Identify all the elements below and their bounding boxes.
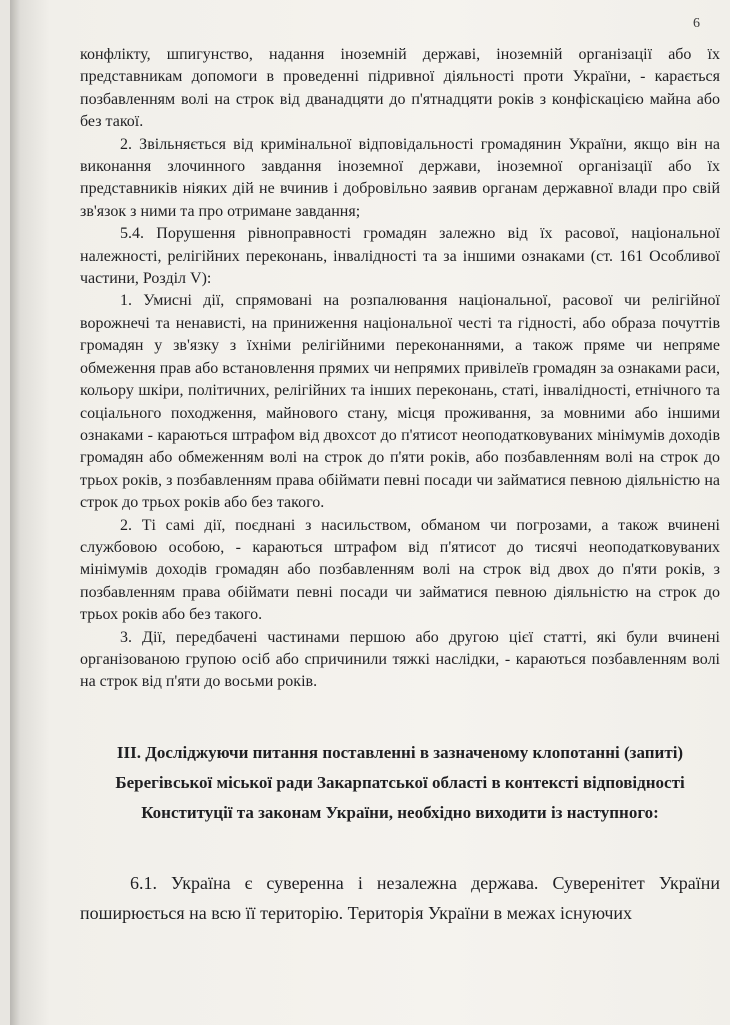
paragraph-part-1: 1. Умисні дії, спрямовані на розпалювання національної, расової чи релігійної ворожнечі та ненависті, на приниження національної честі та гідності, або образа почуттів громадян у зв'язку з їхніми релігійними переконаннями, а також пряме чи непряме обмеження прав або встановлення прямих чи непрямих привілеїв громадян за ознаками раси, кольору шкіри, політичних, релігійних та інших переконань, статі, інвалідності, етнічного та соціального походження, майнового стану, місця проживання, за мовними або іншими ознаками - караються штрафом від двохсот до п'ятисот неоподатковуваних мінімумів доходів громадян або обмеженням волі на строк до п'яти років, або позбавленням волі на строк до трьох років, з позбавленням права обіймати певні посади чи займатися певною діяльністю на строк до трьох років або без такого. — [80, 292, 720, 512]
binding-shadow — [10, 0, 20, 1025]
paragraph-part-2: 2. Ті самі дії, поєднані з насильством, обманом чи погрозами, а також вчинені службовою особою, - караються штрафом від п'ятисот до тисячі неоподатковуваних мінімумів доходів громадян або позбавленням волі на строк від двох до п'яти років, з позбавленням права обіймати певні посади чи займатися певною діяльністю на строк до трьох років або без такого. — [80, 516, 720, 624]
section-heading: III. Досліджуючи питання поставленні в зазначеному клопотанні (запиті) Берегівської міської ради Закарпатської області в контексті відповідності Конституції та законам України, необхідно виходити із наступного: — [115, 742, 685, 822]
paragraph-continuation: конфлікту, шпигунство, надання іноземній державі, іноземній організації або їх представникам допомоги в проведенні підривної діяльності проти України, - карається позбавленням волі на строк від дванадцяти до п'ятнадцяти років з конфіскацією майна або без такої. — [80, 46, 720, 131]
document-page — [10, 0, 730, 1025]
paragraph-6-1: 6.1. Україна є суверенна і незалежна держава. Суверенітет України поширюється на всю її територію. Територія України в межах існуючих — [80, 872, 720, 923]
paragraph-exemption: 2. Звільняється від кримінальної відповідальності громадянин України, якщо він на виконання злочинного завдання іноземної держави, іноземної організації або їх представників ніяких дій не вчинив і добровільно заявив органам державної влади про свій зв'язок з ними та про отримане завдання; — [80, 135, 720, 220]
paragraph-section-5-4: 5.4. Порушення рівноправності громадян залежно від їх расової, національної належності, релігійних переконань, інвалідності та за іншими ознаками (ст. 161 Особливої частини, Розділ V): — [80, 225, 720, 288]
page-number: 6 — [693, 16, 700, 31]
document-body — [80, 44, 720, 928]
paragraph-part-3: 3. Дії, передбачені частинами першою або другою цієї статті, які були вчинені організованою групою осіб або спричинили тяжкі наслідки, - караються позбавленням волі на строк від п'яти до восьми років. — [80, 628, 720, 691]
